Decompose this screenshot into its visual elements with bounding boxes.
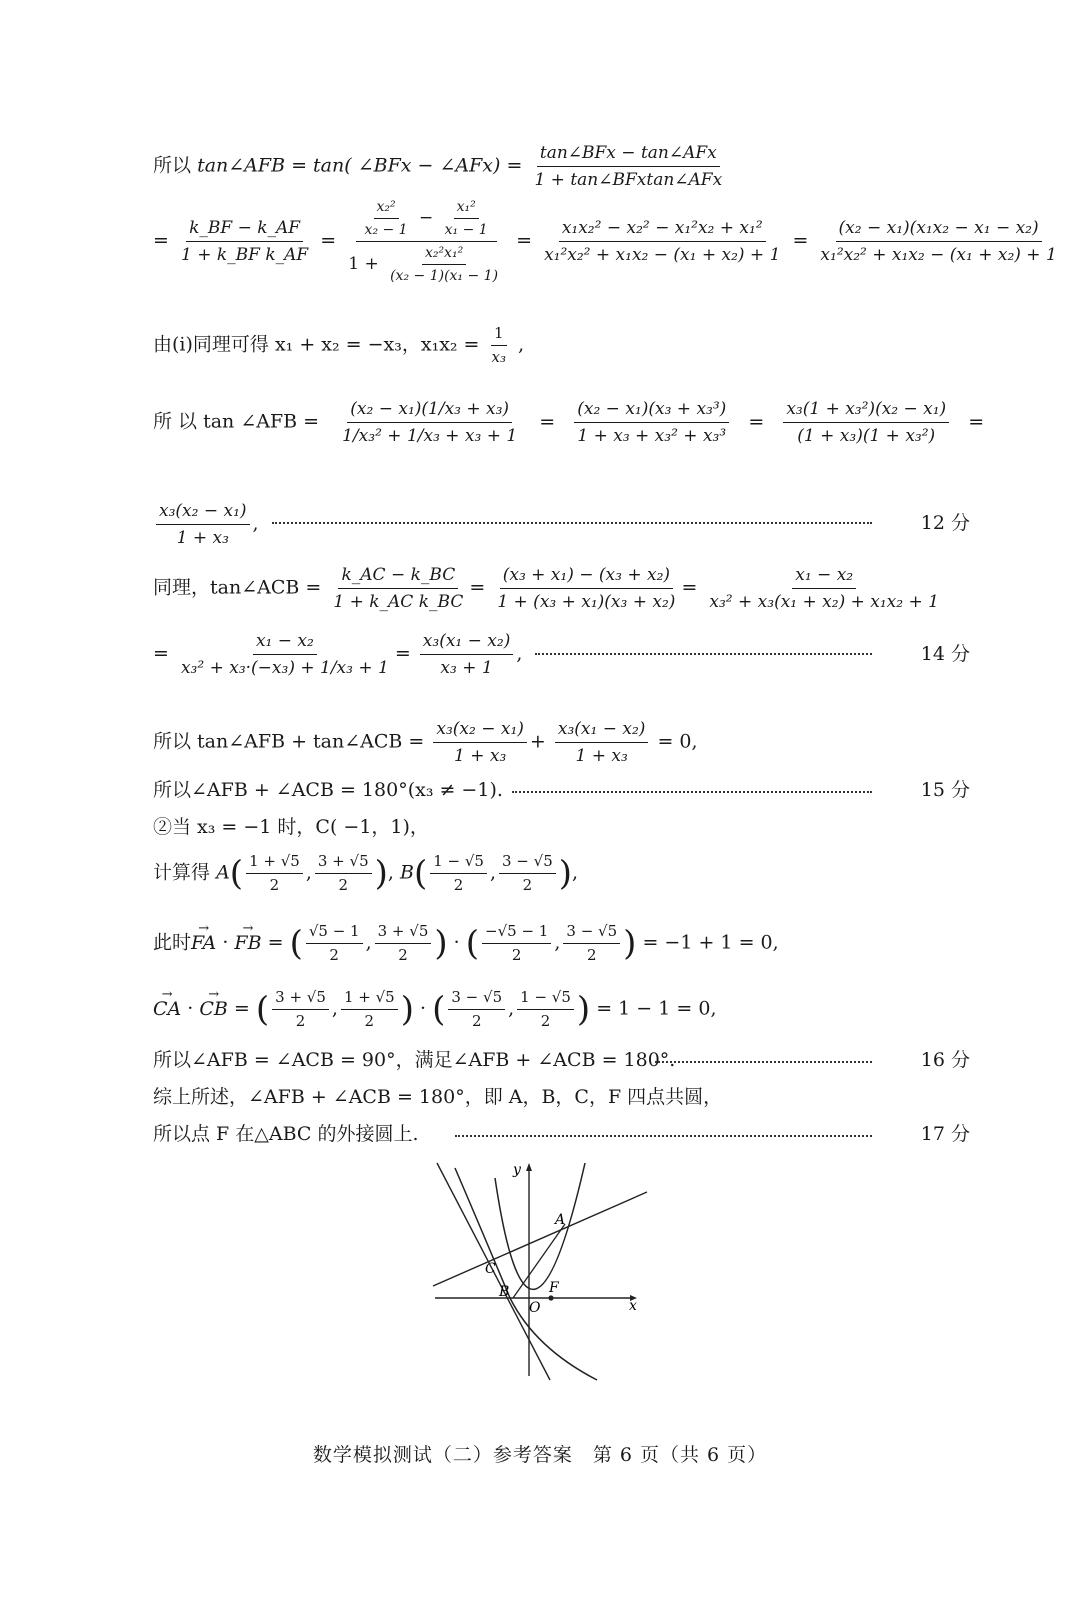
- score-17: 17 分: [920, 1123, 970, 1145]
- tail: = 1 − 1 = 0,: [596, 997, 717, 1020]
- denominator: x₃² + x₃(x₁ + x₂) + x₁x₂ + 1: [709, 592, 939, 612]
- score-15: 15 分: [920, 779, 970, 801]
- fraction-2: [555, 718, 649, 767]
- denominator: 1 + k_BF k_AF: [180, 245, 309, 265]
- text: 同理，tan∠ACB =: [153, 576, 322, 599]
- num: 1 + √5: [246, 852, 303, 874]
- line-tan-afb-x3: 所 以 tan ∠AFB = $\frac{\text{(x₂ − x₁)(1/x₃ + x₃)}}{\text{1/x₃² + 1/x₃ + x₃ + 1}}$ = $\frac{\text{(x₂ − x₁)(x₃ + x₃³)}}{\text{1 + x₃ + x₃² + x₃³}}$ = $\frac{\text{x₃(1 + x₃²)(x₂ − x₁)}}{\text{(1 + x₃)(1 + x₃²)}}$ =: [153, 399, 985, 446]
- num: 3 − √5: [499, 852, 556, 874]
- numerator: (x₂ − x₁)(x₃ + x₃³): [574, 398, 729, 423]
- numerator: x₃(x₂ − x₁): [433, 718, 527, 743]
- tail: = −1 + 1 = 0,: [642, 931, 779, 954]
- denominator: x₃ + 1: [440, 658, 493, 678]
- tail: = 0,: [657, 730, 698, 753]
- expr: tan∠AFB = tan( ∠BFx − ∠AFx) =: [197, 154, 523, 177]
- den: 2: [522, 876, 533, 894]
- den: 2: [587, 946, 597, 964]
- fraction-1: [330, 564, 466, 613]
- denominator: x₁²x₂² + x₁x₂ − (x₁ + x₂) + 1: [820, 245, 1057, 265]
- line-concyclic: 综上所述，∠AFB + ∠ACB = 180°，即 A，B，C，F 四点共圆，: [153, 1086, 723, 1108]
- inner-num: x₂²x₁²: [422, 244, 466, 265]
- label-o: O: [529, 1300, 541, 1316]
- text: 此时: [153, 931, 192, 954]
- label-c: C: [485, 1261, 496, 1277]
- parabola-figure: [425, 1158, 665, 1383]
- vector-cb: → CB: [199, 997, 228, 1021]
- text: 所以 tan∠AFB + tan∠ACB =: [153, 730, 425, 753]
- num: 1 − √5: [430, 852, 487, 874]
- denominator: 1/x₃² + 1/x₃ + x₃ + 1: [342, 426, 518, 446]
- parabola: [495, 1163, 585, 1289]
- den: 2: [511, 946, 522, 964]
- den: 2: [269, 876, 280, 894]
- line-case-2: ②当 x₃ = −1 时，C( −1，1)，: [153, 816, 429, 838]
- line-slope-expansion: = $\frac{k\_BF - k\_AF}{\text{1 + k\_BF k\_AF}}$ = $\frac{\text{x₂²}}{\text{x₂ − 1}}$ − $\frac{\text{x₁²}}{\text{x₁ − 1}}$ 1 + $\frac{\text{x₂²x₁²}}{\text{(x₂ − 1)(x₁ − 1)}}$ = $\frac{\text{x₁x₂² − x₂² − x₁²x₂ + x₁²}}{\text{x₁²x₂² + x₁x₂ − (x₁ + x₂) + 1}}$ = $\frac{\text{(x₂ − x₁)(x₁x₂ − x₁ − x₂)}}{\text{x₁²x₂² + x₁x₂ − (x₁ + x₂) + 1}}$: [153, 198, 1063, 285]
- denominator: 1 + x₃: [454, 746, 507, 766]
- numerator: x₃(x₁ − x₂): [420, 630, 514, 655]
- num: 1 − √5: [517, 988, 574, 1010]
- denominator: (1 + x₃)(1 + x₃²): [797, 426, 936, 446]
- numerator: x₃(x₂ − x₁): [156, 500, 250, 525]
- denominator: [345, 242, 507, 285]
- score-16: 16 分: [920, 1049, 970, 1071]
- den: 2: [295, 1012, 306, 1030]
- den: 2: [364, 1012, 375, 1030]
- text: 所 以 tan ∠AFB =: [153, 410, 320, 433]
- den: 2: [540, 1012, 551, 1030]
- denominator: x₃: [491, 348, 507, 366]
- label-a: A: [555, 1212, 566, 1228]
- num: 3 − √5: [448, 988, 505, 1010]
- numerator: (x₃ + x₁) − (x₃ + x₂): [500, 564, 673, 589]
- den: 2: [471, 1012, 482, 1030]
- line-angle-sum: 所以∠AFB + ∠ACB = 180°(x₃ ≠ −1).: [153, 779, 503, 801]
- vector-fb: → FB: [234, 931, 261, 955]
- vector-fa: → FA: [191, 931, 216, 955]
- numerator: (x₂ − x₁)(1/x₃ + x₃): [347, 398, 512, 423]
- denominator: 1 + x₃ + x₃² + x₃³: [577, 426, 727, 446]
- denominator: 1 + x₃: [575, 746, 628, 766]
- score-12: 12 分: [920, 512, 970, 534]
- line-points-ab: 计算得 A( $\frac{1 + √5}{2}$ , $\frac{3 + √5}{2}$ ), B( $\frac{1 - √5}{2}$ , $\frac{3 - √5}{2}$ ),: [153, 852, 579, 894]
- denominator: 1 + k_AC k_BC: [333, 592, 464, 612]
- text: 所以: [153, 154, 192, 177]
- num: 3 + √5: [315, 852, 372, 874]
- den: 2: [453, 876, 464, 894]
- line-result-afb: $\frac{\text{x₃(x₂ − x₁)}}{\text{1 + x₃}}$ ,: [153, 500, 259, 549]
- point-a-label: A: [216, 861, 230, 884]
- y-axis-arrow: [526, 1163, 532, 1171]
- fraction-slopes: [178, 217, 311, 266]
- fraction: [531, 142, 725, 191]
- denominator: x₁²x₂² + x₁x₂ − (x₁ + x₂) + 1: [544, 245, 781, 265]
- numerator: k_AC − k_BC: [338, 564, 458, 589]
- focus-point: [548, 1295, 553, 1300]
- line-vieta: 由(i)同理可得 x₁ + x₂ = −x₃，x₁x₂ = $\frac{1}{\text{x₃}}$ ,: [153, 324, 525, 366]
- numerator: k_BF − k_AF: [186, 217, 303, 242]
- x-label: x: [629, 1298, 637, 1314]
- fraction-expanded: [541, 217, 783, 266]
- fraction-3: [706, 564, 942, 613]
- line-ca-dot-cb: → CA · → CB = ( $\frac{3 + √5}{2}$ , $\frac{1 + √5}{2}$ ) · ( $\frac{3 - √5}{2}$ , $\frac{1 - √5}{2}$ ) = 1 − 1 = 0,: [153, 988, 716, 1031]
- fraction-factored: [817, 217, 1059, 266]
- line-conclusion: 所以点 F 在△ABC 的外接圆上.: [153, 1123, 419, 1145]
- leader-dots: [535, 653, 872, 655]
- num: √5 − 1: [306, 922, 363, 944]
- numerator: x₃(x₁ − x₂): [555, 718, 649, 743]
- line-tan-acb-result: = $\frac{\text{x₁ − x₂}}{\text{x₃² + x₃·(−x₃) + 1/x₃ + 1}}$ = $\frac{\text{x₃(x₁ − x₂)}}{\text{x₃ + 1}}$ ,: [153, 631, 523, 678]
- label-f: F: [549, 1280, 559, 1296]
- text: 计算得: [153, 861, 211, 884]
- leader-dots: [455, 1135, 872, 1137]
- text: 由(i)同理可得 x₁ + x₂ = −x₃，x₁x₂ =: [153, 333, 480, 356]
- numerator: x₃(1 + x₃²)(x₂ − x₁): [783, 398, 949, 423]
- fraction-1: [433, 718, 527, 767]
- leader-dots: [655, 1061, 872, 1063]
- vector-ca: → CA: [153, 997, 181, 1021]
- denominator: 1 + (x₃ + x₁)(x₃ + x₂): [497, 592, 676, 612]
- line-tan-afb: [153, 142, 728, 191]
- numerator: x₁x₂² − x₂² − x₁²x₂ + x₁²: [559, 217, 766, 242]
- fraction: [156, 500, 250, 549]
- line-right-angles: 所以∠AFB = ∠ACB = 90°，满足∠AFB + ∠ACB = 180°.: [153, 1049, 676, 1071]
- fraction-2: [420, 630, 514, 679]
- fraction-1: [178, 630, 392, 679]
- page-footer: 数学模拟测试（二）参考答案 第 6 页（共 6 页）: [312, 1444, 768, 1466]
- den: 2: [329, 946, 339, 964]
- fraction-compound: [345, 198, 507, 285]
- leader-dots: [512, 791, 872, 793]
- den: 2: [398, 946, 408, 964]
- numerator: 1: [491, 324, 507, 346]
- leader-dots: [272, 522, 872, 524]
- fraction-2: [574, 398, 729, 447]
- num: 3 − √5: [563, 922, 620, 944]
- numerator: tan∠BFx − tan∠AFx: [537, 142, 720, 167]
- denominator: 1 + tan∠BFxtan∠AFx: [534, 170, 723, 190]
- label-b: B: [499, 1284, 510, 1300]
- denominator: x₃² + x₃·(−x₃) + 1/x₃ + 1: [180, 658, 389, 678]
- num: 3 + √5: [375, 922, 432, 944]
- fraction-1: [339, 398, 520, 447]
- num-b: x₁²: [454, 198, 479, 219]
- lead: 1 +: [348, 254, 379, 274]
- line-tan-acb: 同理，tan∠ACB = $\frac{k\_AC - k\_BC}{\text{1 + k\_AC k\_BC}}$ = $\frac{\text{(x₃ + x₁) − (x₃ + x₂)}}{\text{1 + (x₃ + x₁)(x₃ + x₂)}}$ = $\frac{\text{x₁ − x₂}}{\text{x₃² + x₃(x₁ + x₂) + x₁x₂ + 1}}$: [153, 564, 945, 613]
- num: 1 + √5: [341, 988, 398, 1010]
- line-ac: [433, 1192, 647, 1286]
- point-b-label: B: [399, 861, 414, 884]
- num: −√5 − 1: [482, 922, 551, 944]
- denominator: 1 + x₃: [176, 528, 229, 548]
- line-sum-zero: 所以 tan∠AFB + tan∠ACB = $\frac{\text{x₃(x₂ − x₁)}}{\text{1 + x₃}}$ + $\frac{\text{x₃(x₁ − x₂)}}{\text{1 + x₃}}$ = 0,: [153, 719, 698, 766]
- num-a: x₂²: [374, 198, 399, 219]
- fraction-3: [783, 398, 949, 447]
- numerator: (x₂ − x₁)(x₁x₂ − x₁ − x₂): [836, 217, 1042, 242]
- den: 2: [338, 876, 348, 894]
- numerator: x₁ − x₂: [792, 564, 856, 589]
- fraction: [489, 324, 509, 367]
- line-fa-dot-fb: 此时→ FA · → FB = ( $\frac{√5 - 1}{2}$ , $\frac{3 + √5}{2}$ ) · ( $\frac{-√5 - 1}{2}$ , $\frac{3 - √5}{2}$ ) = −1 + 1 = 0,: [153, 922, 779, 965]
- inner-den: (x₂ − 1)(x₁ − 1): [390, 268, 499, 284]
- y-label: y: [513, 1162, 521, 1178]
- numerator: $\frac{\text{x₂²}}{\text{x₂ − 1}}$ − $\frac{\text{x₁²}}{\text{x₁ − 1}}$: [356, 198, 497, 242]
- num: 3 + √5: [272, 988, 329, 1010]
- den-b: x₁ − 1: [444, 222, 488, 238]
- numerator: x₁ − x₂: [253, 630, 317, 655]
- fraction-2: [494, 564, 678, 613]
- score-14: 14 分: [920, 643, 970, 665]
- den-a: x₂ − 1: [364, 222, 408, 238]
